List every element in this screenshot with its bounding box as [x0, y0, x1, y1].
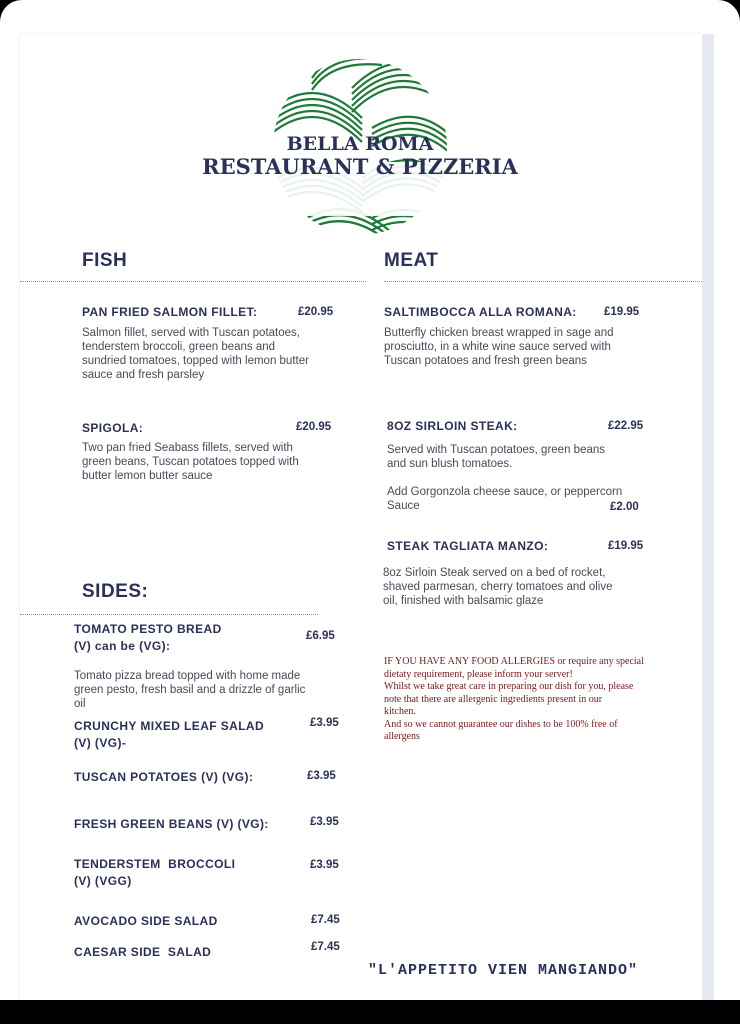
screen-bottom-bar — [0, 1000, 740, 1024]
restaurant-name-line1: BELLA ROMA — [286, 133, 434, 155]
sides-item-price: £3.95 — [310, 717, 339, 729]
meat-item-price: £22.95 — [608, 420, 644, 432]
meat-item-price: £19.95 — [608, 540, 644, 552]
sides-item-name: FRESH GREEN BEANS (V) (VG): — [74, 817, 269, 831]
sides-item-price: £3.95 — [307, 770, 336, 782]
sides-divider — [20, 614, 318, 615]
sides-section-title: SIDES: — [82, 581, 149, 602]
meat-item-name: SALTIMBOCCA ALLA ROMANA: — [384, 305, 577, 319]
meat-item-addon-price: £2.00 — [610, 501, 639, 513]
fish-divider — [20, 281, 366, 282]
meat-item-description: 8oz Sirloin Steak served on a bed of rocket, shaved parmesan, cherry tomatoes and olive oil, finished with balsamic glaze — [383, 567, 613, 607]
sides-item-price: £7.45 — [311, 941, 340, 953]
meat-item-description: Butterfly chicken breast wrapped in sage and prosciutto, in a white wine sauce served with Tuscan potatoes and fresh green beans — [384, 327, 614, 367]
fish-item-price: £20.95 — [296, 421, 332, 433]
sides-item-name: CRUNCHY MIXED LEAF SALAD (V) (VG)- — [74, 719, 265, 750]
sides-item-description: Tomato pizza bread topped with home made green pesto, fresh basil and a drizzle of garlic oil — [74, 670, 306, 710]
fish-item-name: SPIGOLA: — [82, 421, 144, 435]
sides-item-name: AVOCADO SIDE SALAD — [74, 914, 218, 928]
motto: "L'APPETITO VIEN MANGIANDO" — [368, 962, 639, 979]
fish-item-price: £20.95 — [298, 306, 334, 318]
menu-page — [20, 34, 702, 1000]
fish-item-description: Two pan fried Seabass fillets, served with green beans, Tuscan potatoes topped with butter lemon butter sauce — [82, 442, 299, 482]
sides-item-price: £3.95 — [310, 859, 339, 871]
allergy-notice: IF YOU HAVE ANY FOOD ALLERGIES or require any special dietaty requirement, please inform your server! Whilst we take great care in preparing our dish for you, please note that there are allergenic ingredients present in our kitchen. And so we cannot guarantee our dishes to be 100% free of allergens — [384, 656, 644, 742]
meat-item-price: £19.95 — [604, 306, 640, 318]
fish-item-description: Salmon fillet, served with Tuscan potatoes, tenderstem broccoli, green beans and sundried tomatoes, topped with lemon butter sauce and fresh parsley — [82, 327, 309, 381]
meat-item-name: 8OZ SIRLOIN STEAK: — [387, 419, 518, 433]
sides-item-price: £6.95 — [306, 630, 335, 642]
restaurant-name-line2: RESTAURANT & PIZZERIA — [202, 154, 518, 179]
sides-item-name: TUSCAN POTATOES (V) (VG): — [74, 770, 254, 784]
sides-item-price: £7.45 — [311, 914, 340, 926]
sides-item-price: £3.95 — [310, 816, 339, 828]
fish-item-name: PAN FRIED SALMON FILLET: — [82, 305, 258, 319]
sides-item-name: TOMATO PESTO BREAD (V) can be (VG): — [74, 622, 222, 653]
meat-section-title: MEAT — [384, 250, 439, 271]
fish-section-title: FISH — [82, 250, 128, 271]
page-edge-shadow — [702, 34, 714, 1000]
meat-item-description: Served with Tuscan potatoes, green beans and sun blush tomatoes. — [387, 444, 606, 470]
sides-item-name: TENDERSTEM BROCCOLI (V) (VGG) — [74, 857, 236, 888]
meat-item-addon: Add Gorgonzola cheese sauce, or peppercorn Sauce — [387, 486, 623, 512]
sides-item-name: CAESAR SIDE SALAD — [74, 945, 212, 959]
meat-item-name: STEAK TAGLIATA MANZO: — [387, 539, 549, 553]
meat-divider — [384, 281, 702, 282]
